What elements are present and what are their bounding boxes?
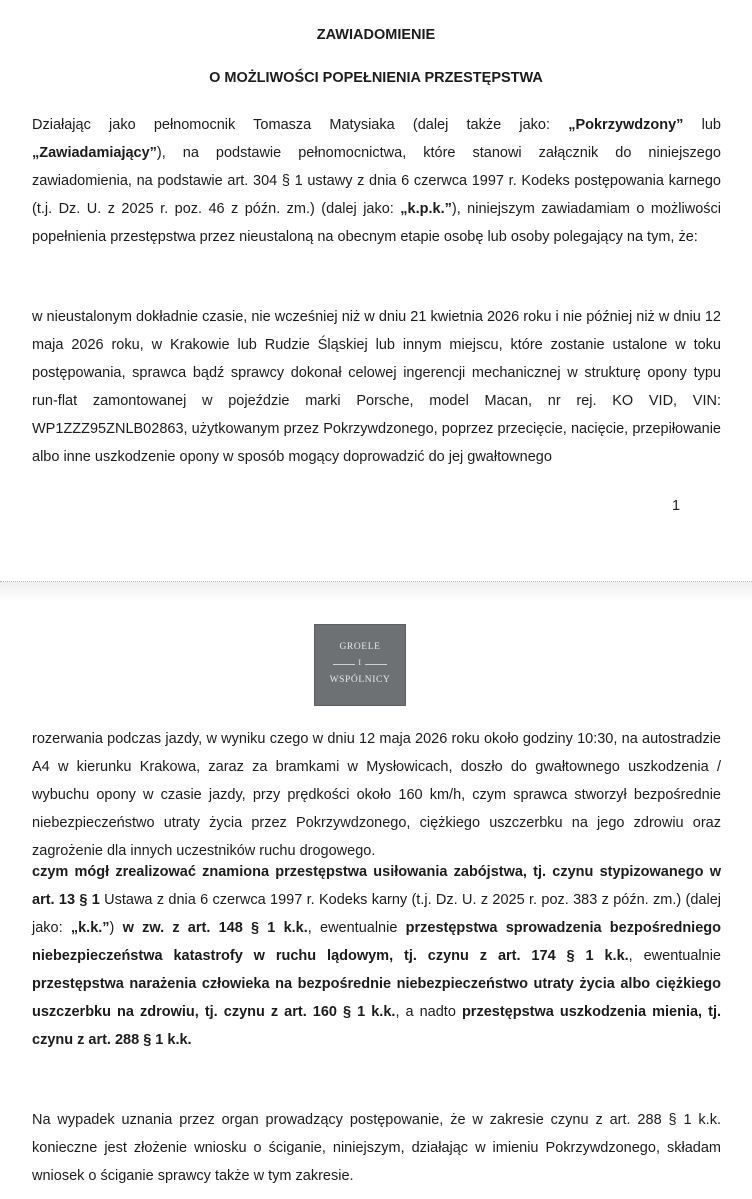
logo-line-1: GROELE <box>339 642 381 652</box>
document-title: ZAWIADOMIENIE <box>316 27 436 43</box>
bold-term-zawiadamiajacy: „Zawiadamiający” <box>32 145 157 161</box>
prosecution-request-paragraph: Na wypadek uznania przez organ prowadzący postępowanie, że w zakresie czynu z art. 288 § 1 k.k. konieczne jest złożenie wniosku o ściganie, niniejszym, działając w imieniu Pokrzywdzonego, składam wniosek o ściganie sprawcy także w tym zakresie. <box>32 1112 721 1184</box>
document-page-1 <box>0 0 752 580</box>
logo-rule-right <box>365 664 387 665</box>
document-subtitle: O MOŻLIWOŚCI POPEŁNIENIA PRZESTĘPSTWA <box>209 70 543 86</box>
legal-qualification-paragraph: czym mógł zrealizować znamiona przestępstwa usiłowania zabójstwa, tj. czynu stypizowanego w art. 13 § 1 Ustawa z dnia 6 czerwca 1997 r. Kodeks karny (t.j. Dz. U. z 2025 r. poz. 383 z późn. zm.) (dalej jako: „k.k.”) w zw. z art. 148 § 1 k.k., ewentualnie przestępstwa sprowadzenia bezpośredniego niebezpieczeństwa katastrofy w ruchu lądowym, tj. czynu z art. 174 § 1 k.k., ewentualnie przestępstwa narażenia człowieka na bezpośrednie niebezpieczeństwo utraty życia albo ciężkiego uszczerbku na zdrowiu, tj. czynu z art. 160 § 1 k.k., a nadto przestępstwa uszkodzenia mienia, tj. czynu z art. 288 § 1 k.k. <box>32 864 722 1048</box>
bold-term-kk: „k.k.” <box>70 920 110 936</box>
continuation-paragraph: rozerwania podczas jazdy, w wyniku czego w dniu 12 maja 2026 roku około godziny 10:30, na autostradzie A4 w kierunku Krakowa, zaraz za bramkami w Mysłowicach, doszło do gwałtownego uszkodzenia / wybuchu opony w czasie jazdy, przy prędkości około 160 km/h, czym sprawca stworzył bezpośrednie niebezpieczeństwo utraty życia przez Pokrzywdzonego, ciężkiego uszczerbku na jego zdrowiu oraz zagrożenie dla innych uczestników ruchu drogowego. <box>32 731 721 859</box>
logo-line-3: WSPÓLNICY <box>329 675 391 685</box>
law-firm-logo <box>314 624 406 706</box>
logo-line-2: I <box>358 658 362 667</box>
page-separator <box>0 581 752 602</box>
intro-paragraph: Działając jako pełnomocnik Tomasza Matysiaka (dalej także jako: „Pokrzywdzony” lub „Zawiadamiający”), na podstawie pełnomocnictwa, które stanowi załącznik do niniejszego zawiadomienia, na podstawie art. 304 § 1 ustawy z dnia 6 czerwca 1997 r. Kodeks postępowania karnego (t.j. Dz. U. z 2025 r. poz. 46 z późn. zm.) (dalej jako: „k.p.k.”), niniejszym zawiadamiam o możliwości popełnienia przestępstwa przez nieustaloną na obecnym etapie osobę lub osoby polegający na tym, że: <box>32 117 721 245</box>
bold-term-pokrzywdzony: „Pokrzywdzony” <box>568 117 684 133</box>
page-number: 1 <box>672 498 681 514</box>
bold-term-kpk: „k.p.k.” <box>400 201 452 217</box>
facts-paragraph: w nieustalonym dokładnie czasie, nie wcześniej niż w dniu 21 kwietnia 2026 roku i nie później niż w dniu 12 maja 2026 roku, w Krakowie lub Rudzie Śląskiej lub innym miejscu, które zostanie ustalone w toku postępowania, sprawca bądź sprawcy dokonał celowej ingerencji mechanicznej w strukturę opony typu run-flat zamontowanej w pojeździe marki Porsche, model Macan, nr rej. KO VID, VIN: WP1ZZZ95ZNLB02863, użytkowanym przez Pokrzywdzonego, poprzez przecięcie, nacięcie, przepiłowanie albo inne uszkodzenie opony w sposób mogący doprowadzić do jej gwałtownego <box>32 309 721 465</box>
